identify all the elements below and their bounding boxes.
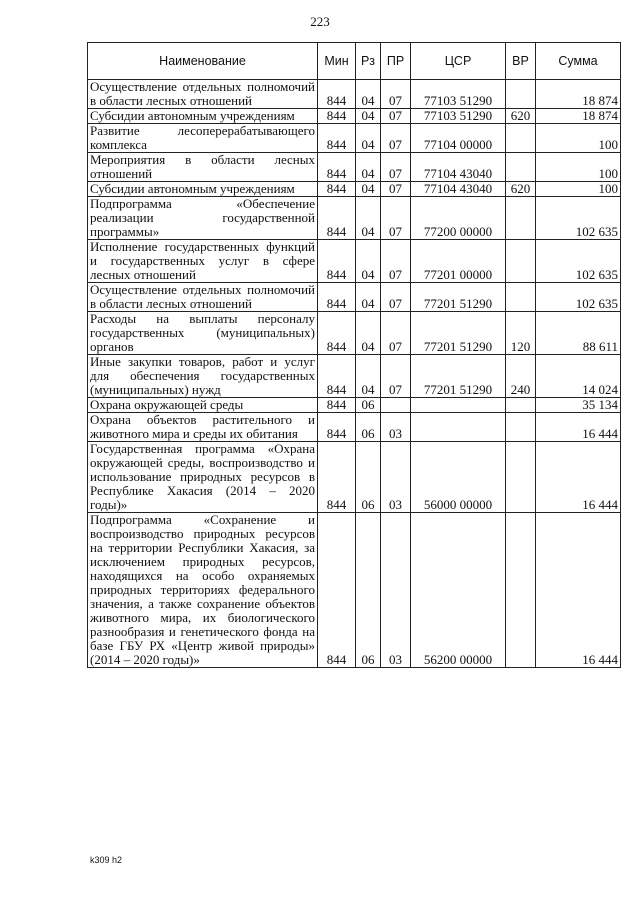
- row-subsection: 07: [381, 197, 411, 240]
- table-row: [88, 312, 621, 355]
- table-row: [88, 398, 621, 413]
- row-amount: 100: [536, 153, 621, 182]
- row-expense-type: [506, 413, 536, 442]
- row-amount: 102 635: [536, 197, 621, 240]
- row-section: 04: [356, 240, 381, 283]
- row-ministry: 844: [318, 80, 356, 109]
- row-subsection: [381, 398, 411, 413]
- row-section: 04: [356, 283, 381, 312]
- header-expense-type: ВР: [506, 43, 536, 80]
- row-name: Исполнение государственных функций и государственных услуг в сфере лесных отношений: [88, 240, 318, 283]
- row-expense-type: 620: [506, 182, 536, 197]
- row-subsection: 07: [381, 240, 411, 283]
- row-ministry: 844: [318, 240, 356, 283]
- row-name: Иные закупки товаров, работ и услуг для обеспечения государственных (муниципальных) нужд: [88, 355, 318, 398]
- row-subsection: 03: [381, 442, 411, 513]
- row-target-article: 77103 51290: [411, 109, 506, 124]
- row-subsection: 03: [381, 513, 411, 668]
- row-amount: 100: [536, 124, 621, 153]
- row-target-article: 77201 00000: [411, 240, 506, 283]
- row-section: 06: [356, 442, 381, 513]
- row-target-article: 56200 00000: [411, 513, 506, 668]
- header-amount: Сумма: [536, 43, 621, 80]
- table-row: [88, 124, 621, 153]
- row-ministry: 844: [318, 355, 356, 398]
- row-subsection: 07: [381, 312, 411, 355]
- header-target-article: ЦСР: [411, 43, 506, 80]
- row-ministry: 844: [318, 182, 356, 197]
- row-ministry: 844: [318, 124, 356, 153]
- row-expense-type: [506, 153, 536, 182]
- row-expense-type: [506, 124, 536, 153]
- table-row: [88, 182, 621, 197]
- row-target-article: [411, 398, 506, 413]
- row-expense-type: [506, 398, 536, 413]
- row-subsection: 03: [381, 413, 411, 442]
- table-row: [88, 240, 621, 283]
- row-ministry: 844: [318, 197, 356, 240]
- row-expense-type: 240: [506, 355, 536, 398]
- table-row: [88, 109, 621, 124]
- row-target-article: 77104 00000: [411, 124, 506, 153]
- table-row: [88, 153, 621, 182]
- table-body: [88, 80, 621, 668]
- row-target-article: 77201 51290: [411, 312, 506, 355]
- row-target-article: 77104 43040: [411, 182, 506, 197]
- row-expense-type: [506, 80, 536, 109]
- row-expense-type: [506, 513, 536, 668]
- row-name: Подпрограмма «Обеспечение реализации государственной программы»: [88, 197, 318, 240]
- table-row: [88, 197, 621, 240]
- row-section: 04: [356, 197, 381, 240]
- table-row: [88, 442, 621, 513]
- row-section: 04: [356, 355, 381, 398]
- row-subsection: 07: [381, 124, 411, 153]
- row-subsection: 07: [381, 182, 411, 197]
- row-name: Государственная программа «Охрана окружающей среды, воспроизводство и использование природных ресурсов в Республике Хакасия (2014 – 2020 годы)»: [88, 442, 318, 513]
- row-name: Субсидии автономным учреждениям: [88, 109, 318, 124]
- row-name: Мероприятия в области лесных отношений: [88, 153, 318, 182]
- row-ministry: 844: [318, 153, 356, 182]
- row-ministry: 844: [318, 442, 356, 513]
- row-target-article: 77103 51290: [411, 80, 506, 109]
- footer-code: k309 h2: [90, 855, 123, 865]
- row-subsection: 07: [381, 355, 411, 398]
- row-ministry: 844: [318, 513, 356, 668]
- table-row: [88, 80, 621, 109]
- row-name: Осуществление отдельных полномочий в области лесных отношений: [88, 283, 318, 312]
- row-section: 04: [356, 80, 381, 109]
- table-header-row: [88, 43, 621, 80]
- header-subsection: ПР: [381, 43, 411, 80]
- row-expense-type: [506, 442, 536, 513]
- row-subsection: 07: [381, 109, 411, 124]
- row-target-article: 77104 43040: [411, 153, 506, 182]
- row-amount: 102 635: [536, 283, 621, 312]
- row-ministry: 844: [318, 312, 356, 355]
- budget-table: [87, 42, 621, 668]
- row-subsection: 07: [381, 80, 411, 109]
- row-amount: 102 635: [536, 240, 621, 283]
- row-ministry: 844: [318, 283, 356, 312]
- row-target-article: 77201 51290: [411, 355, 506, 398]
- row-amount: 14 024: [536, 355, 621, 398]
- page-number: 223: [310, 14, 330, 29]
- row-section: 04: [356, 153, 381, 182]
- row-section: 06: [356, 513, 381, 668]
- header-ministry: Мин: [318, 43, 356, 80]
- row-expense-type: [506, 197, 536, 240]
- row-section: 04: [356, 312, 381, 355]
- row-expense-type: 620: [506, 109, 536, 124]
- row-expense-type: [506, 283, 536, 312]
- row-section: 04: [356, 109, 381, 124]
- row-section: 04: [356, 182, 381, 197]
- row-name: Развитие лесоперерабатывающего комплекса: [88, 124, 318, 153]
- table-row: [88, 355, 621, 398]
- row-amount: 16 444: [536, 442, 621, 513]
- table-row: [88, 513, 621, 668]
- row-name: Охрана объектов растительного и животного мира и среды их обитания: [88, 413, 318, 442]
- row-amount: 16 444: [536, 513, 621, 668]
- row-expense-type: [506, 240, 536, 283]
- row-amount: 18 874: [536, 80, 621, 109]
- row-name: Расходы на выплаты персоналу государственных (муниципальных) органов: [88, 312, 318, 355]
- header-section: Рз: [356, 43, 381, 80]
- row-amount: 18 874: [536, 109, 621, 124]
- row-expense-type: 120: [506, 312, 536, 355]
- row-name: Субсидии автономным учреждениям: [88, 182, 318, 197]
- row-amount: 88 611: [536, 312, 621, 355]
- row-target-article: [411, 413, 506, 442]
- header-name: Наименование: [88, 43, 318, 80]
- row-target-article: 77200 00000: [411, 197, 506, 240]
- row-section: 04: [356, 124, 381, 153]
- row-section: 06: [356, 398, 381, 413]
- row-target-article: 77201 51290: [411, 283, 506, 312]
- row-name: Охрана окружающей среды: [88, 398, 318, 413]
- row-section: 06: [356, 413, 381, 442]
- row-amount: 35 134: [536, 398, 621, 413]
- row-subsection: 07: [381, 153, 411, 182]
- row-ministry: 844: [318, 109, 356, 124]
- row-amount: 100: [536, 182, 621, 197]
- row-amount: 16 444: [536, 413, 621, 442]
- table-row: [88, 413, 621, 442]
- row-subsection: 07: [381, 283, 411, 312]
- table-row: [88, 283, 621, 312]
- row-ministry: 844: [318, 398, 356, 413]
- row-name: Подпрограмма «Сохранение и воспроизводство природных ресурсов на территории Республики Хакасия, за исключением природных ресурсов, находящихся на особо охраняемых природных территориях федерального значения, а также сохранение объектов животного мира, их биологического разнообразия и генетического фонда на базе ГБУ РХ «Центр живой природы» (2014 – 2020 годы)»: [88, 513, 318, 668]
- row-target-article: 56000 00000: [411, 442, 506, 513]
- row-ministry: 844: [318, 413, 356, 442]
- row-name: Осуществление отдельных полномочий в области лесных отношений: [88, 80, 318, 109]
